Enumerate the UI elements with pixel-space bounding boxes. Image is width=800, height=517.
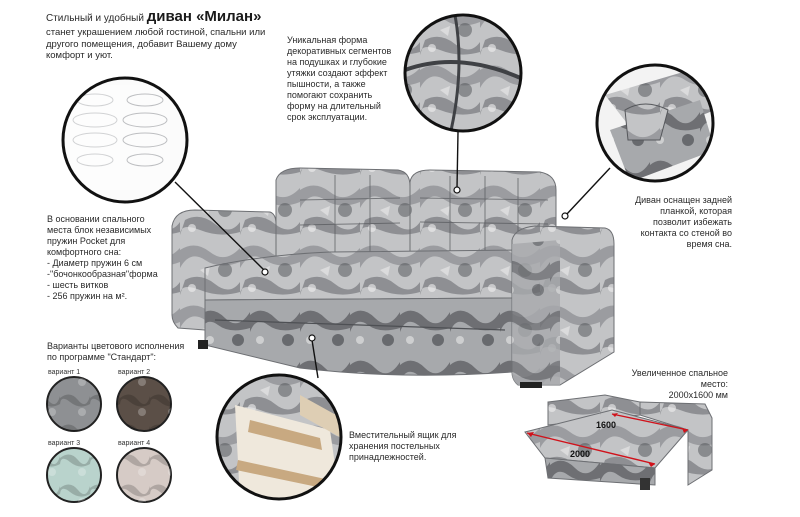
headline-intro: станет украшением любой гостиной, спальни или другого помещения, добавит Вашему дому комфорт и уют. (46, 27, 266, 61)
colors-title-line-1: Варианты цветового исполнения (47, 341, 185, 351)
callout-back-panel: Диван оснащен задней планкой, которая позволит избежать контакта со стеной во время сна. (635, 195, 732, 249)
callout-storage: Вместительный ящик для хранения постельных принадлежностей. (349, 430, 457, 462)
sleeping-length-label: 2000 (570, 449, 591, 459)
sleeping-line-2: место: (700, 379, 728, 389)
callout-springs (47, 214, 162, 302)
callout-sleeping-area (610, 368, 728, 401)
variant-2-label: вариант 2 (118, 369, 151, 376)
zoom-storage (215, 375, 345, 505)
sleeping-line-1: Увеличенное спальное (631, 368, 728, 378)
sofa (172, 168, 614, 388)
callout-springs-title: В основании спального места блок независимых пружин Pocket для комфортного сна: (47, 214, 152, 257)
callout-springs-item-2: -"бочонкообразная"форма (47, 269, 158, 279)
headline-prefix: Стильный и удобный (46, 13, 144, 24)
callout-springs-item-4: - 256 пружин на м². (47, 291, 128, 301)
zoom-back-panel (595, 65, 720, 185)
callout-springs-item-1: - Диаметр пружин 6 см (47, 258, 143, 268)
sleeping-width-label: 1600 (596, 420, 617, 430)
callout-springs-item-3: - шесть витков (47, 280, 109, 290)
callout-cushions: Уникальная форма декоративных сегментов на подушках и глубокие утяжки создают эффект пышности, а также помогают сохранить форму на длительный срок эксплуатации. (287, 35, 392, 122)
colors-title-line-2: по программе "Стандарт": (47, 352, 157, 362)
headline-product: диван «Милан» (146, 8, 262, 25)
zoom-cushion (400, 10, 530, 140)
zoom-springs (60, 75, 190, 205)
variant-3-label: вариант 3 (48, 440, 81, 447)
variant-1-label: вариант 1 (48, 369, 81, 376)
sofa-bed-unfolded (525, 395, 712, 490)
sleeping-line-3: 2000х1600 мм (668, 390, 728, 400)
colors-title (47, 341, 207, 363)
variant-4-label: вариант 4 (118, 440, 151, 447)
